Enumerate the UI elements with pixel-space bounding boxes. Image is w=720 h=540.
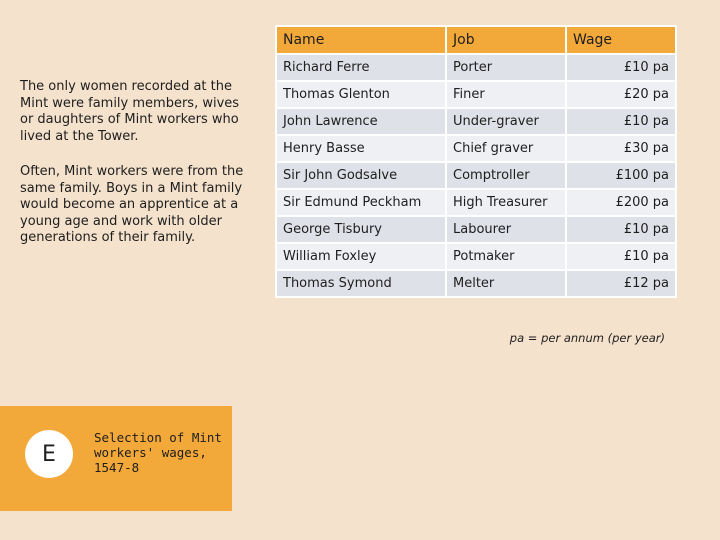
cell-name: William Foxley (277, 244, 445, 269)
table-row (277, 55, 675, 80)
table-row (277, 217, 675, 242)
table-footnote: pa = per annum (per year) (509, 331, 665, 345)
intro-paragraph-women: The only women recorded at the Mint were family members, wives or daughters of Mint workers who lived at the Tower. (20, 79, 240, 144)
source-letter-badge: E (25, 430, 73, 478)
table-row (277, 136, 675, 161)
column-header-job: Job (447, 27, 565, 53)
cell-job: Melter (447, 271, 565, 296)
cell-wage: £10 pa (567, 109, 675, 134)
cell-wage: £10 pa (567, 55, 675, 80)
cell-name: Henry Basse (277, 136, 445, 161)
wages-table (275, 25, 677, 298)
cell-job: Potmaker (447, 244, 565, 269)
table-row (277, 109, 675, 134)
cell-job: Finer (447, 82, 565, 107)
cell-job: Comptroller (447, 163, 565, 188)
cell-wage: £200 pa (567, 190, 675, 215)
table-row (277, 82, 675, 107)
cell-job: Porter (447, 55, 565, 80)
cell-wage: £10 pa (567, 217, 675, 242)
column-header-name: Name (277, 27, 445, 53)
table-header-row (277, 27, 675, 53)
cell-wage: £20 pa (567, 82, 675, 107)
cell-job: Chief graver (447, 136, 565, 161)
table-row (277, 163, 675, 188)
cell-name: Thomas Symond (277, 271, 445, 296)
table-row (277, 271, 675, 296)
cell-name: Sir John Godsalve (277, 163, 445, 188)
cell-job: Labourer (447, 217, 565, 242)
cell-wage: £30 pa (567, 136, 675, 161)
cell-name: Sir Edmund Peckham (277, 190, 445, 215)
cell-name: John Lawrence (277, 109, 445, 134)
table-row (277, 190, 675, 215)
source-caption: Selection of Mint workers' wages, 1547-8 (94, 430, 222, 475)
cell-job: Under-graver (447, 109, 565, 134)
cell-wage: £10 pa (567, 244, 675, 269)
cell-wage: £100 pa (567, 163, 675, 188)
cell-wage: £12 pa (567, 271, 675, 296)
intro-paragraph-families: Often, Mint workers were from the same family. Boys in a Mint family would become an apprentice at a young age and work with older generations of their family. (20, 164, 244, 245)
cell-name: Thomas Glenton (277, 82, 445, 107)
source-label-box (0, 406, 232, 511)
cell-job: High Treasurer (447, 190, 565, 215)
cell-name: George Tisbury (277, 217, 445, 242)
column-header-wage: Wage (567, 27, 675, 53)
cell-name: Richard Ferre (277, 55, 445, 80)
table-row (277, 244, 675, 269)
